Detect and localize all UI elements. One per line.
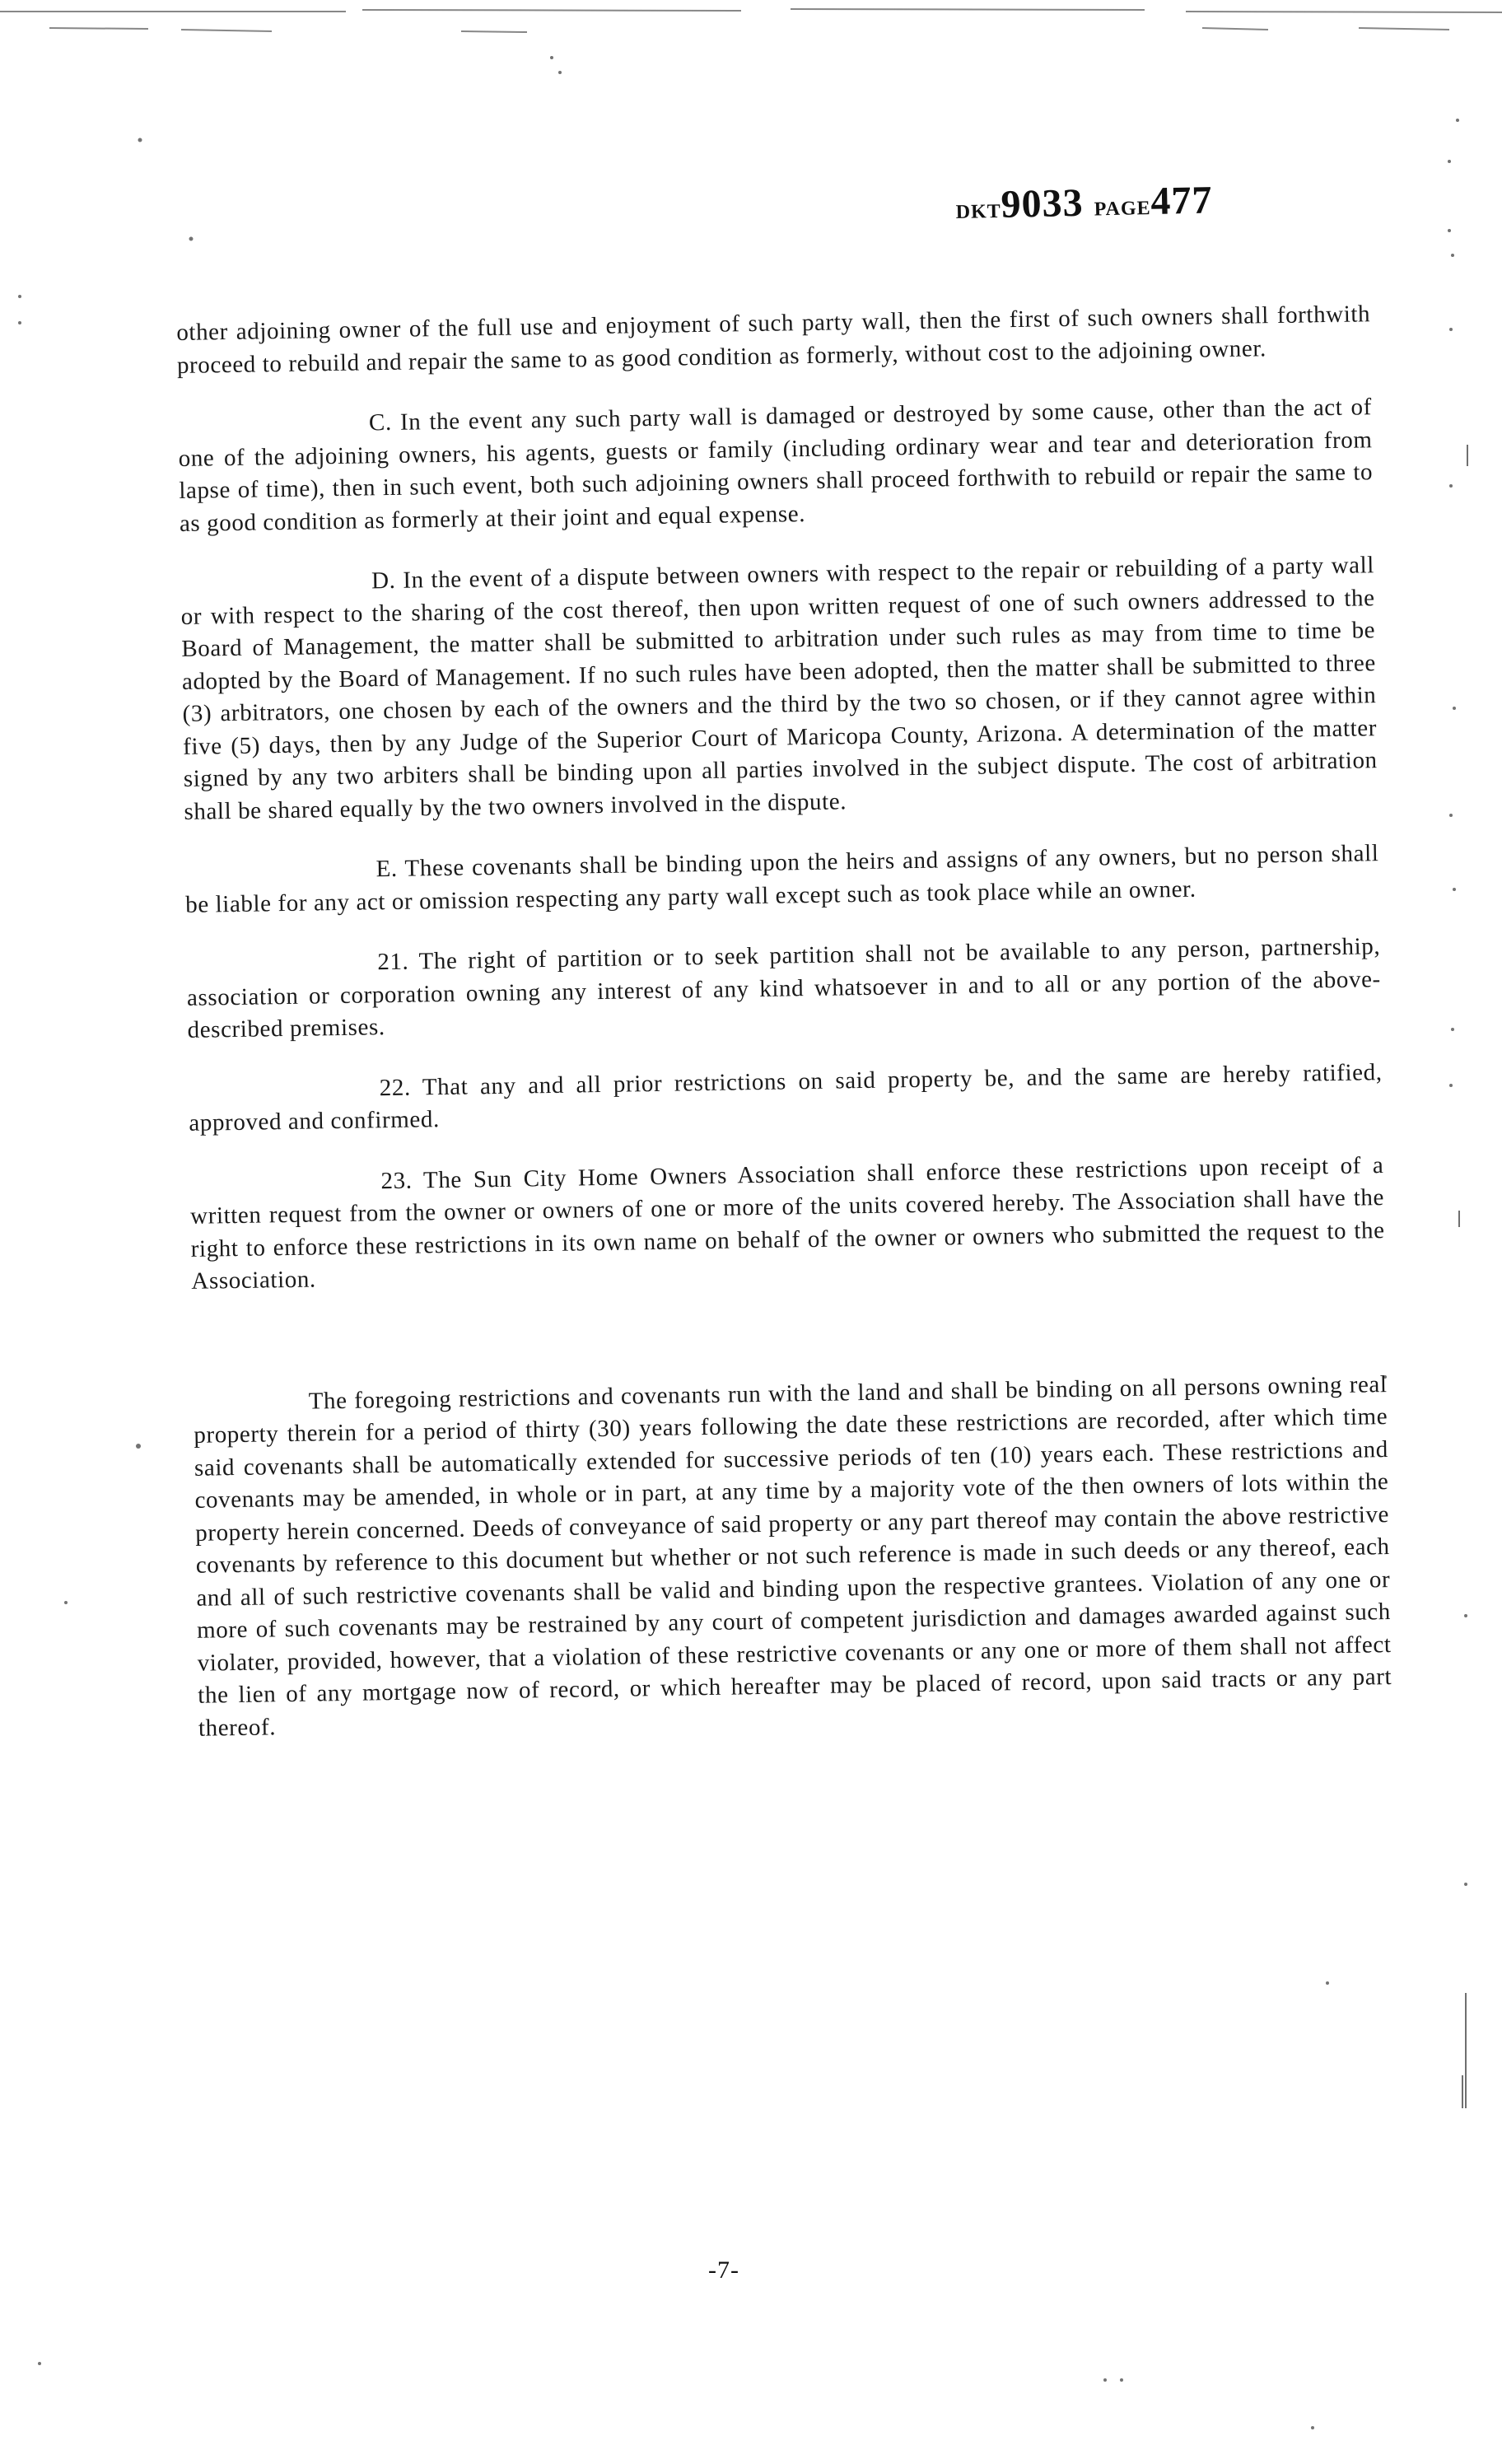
book-label: DKT (955, 200, 1002, 223)
paragraph-c: C. In the event any such party wall is damaged or destroyed by some cause, other than the act of one of the adjoining owners, his agents, guests or family (including ordinary wear and tear and deterioration from lapse of time), then in such event, both such adjoining owners shall proceed forthwith to rebuild or repair the same to as good condition as formerly at their joint and equal expense. (178, 394, 1374, 537)
book-number: 9033 (1001, 180, 1085, 226)
paragraph-foregoing-restrictions: The foregoing restrictions and covenants run with the land and shall be binding on all persons owning real property therein for a period of thirty (30) years following the date these restrictions are recorded, after which time said covenants shall be automatically extended for successive periods of ten (10) years each. These restrictions and covenants may be amended, in whole or in part, at any time by a majority vote of the then owners of lots within the property herein concerned. Deeds of conveyance of said property or any part thereof may contain the above restrictive covenants by reference to this document but whether or not such reference is made in such deeds or any thereof, each and all of such restrictive covenants shall be valid and binding upon the respective grantees. Violation of any one or more of such covenants may be restrained by any court of competent jurisdiction and damages awarded against such violater, provided, however, that a violation of these restrictive covenants or any one or more of them shall not affect the lien of any mortgage now of record, or which hereafter may be placed of record, upon said tracts or any part thereof. (194, 1370, 1392, 1742)
page-number: -7- (708, 2256, 739, 2284)
recording-stamp (955, 177, 1213, 228)
paragraph-e: E. These covenants shall be binding upon the heirs and assigns of any owners, but no person shall be liable for any act or omission respecting any party wall except such as took place while an owner. (184, 840, 1379, 918)
paragraph-23: 23. The Sun City Home Owners Association shall enforce these restrictions upon receipt of a written request from the owner or owners of one or more of the units covered hereby. The Association shall have the right to enforce these restrictions in its own name on behalf of the owner or owners who submitted the request to the Association. (189, 1151, 1385, 1295)
recorded-page-number: 477 (1150, 178, 1213, 224)
paragraph-continuation: other adjoining owner of the full use and enjoyment of such party wall, then the first of such owners shall forthwith proceed to rebuild and repair the same to as good condition as formerly, without cost to the adjoining owner. (176, 301, 1371, 379)
paragraph-22: 22. That any and all prior restrictions on said property be, and the same are hereby ratified, approved and confirmed. (189, 1058, 1383, 1136)
paragraph-21: 21. The right of partition or to seek partition shall not be available to any person, partnership, association or corporation owning any interest of any kind whatsoever in and to all or any portion of the above-described premises. (186, 933, 1382, 1043)
page-label: PAGE (1094, 198, 1151, 221)
document-body (176, 298, 1392, 1745)
paragraph-d: D. In the event of a dispute between owners with respect to the repair or rebuilding of a party wall or with respect to the sharing of the cost thereof, then upon written request of one of such owners addressed to the Board of Management, the matter shall be submitted to arbitration under such rules as may from time to time be adopted by the Board of Management. If no such rules have been adopted, then the matter shall be submitted to three (3) arbitrators, one chosen by each of the owners and the third by the two so chosen, or if they cannot agree within five (5) days, then by any Judge of the Superior Court of Maricopa County, Arizona. A determination of the matter signed by any two arbiters shall be binding upon all parties involved in the subject dispute. The cost of arbitration shall be shared equally by the two owners involved in the dispute. (180, 552, 1378, 825)
